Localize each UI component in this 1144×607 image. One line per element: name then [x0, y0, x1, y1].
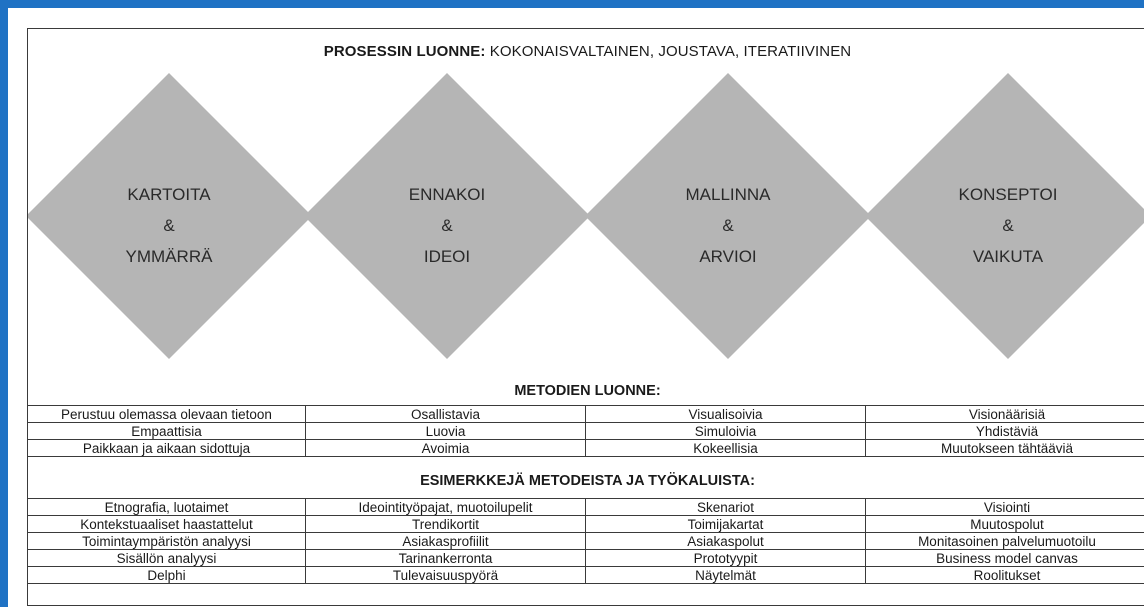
examples-row-cell: Etnografia, luotaimet: [28, 499, 306, 516]
examples-row: [28, 533, 1144, 550]
examples-row-cell: Monitasoinen palvelumuotoilu: [866, 533, 1144, 550]
examples-row-cell: Visiointi: [866, 499, 1144, 516]
phase-1-line3: YMMÄRRÄ: [125, 247, 213, 266]
examples-row-cell: Sisällön analyysi: [28, 550, 306, 567]
phase-1-line2: &: [163, 216, 175, 235]
phase-1-line1: KARTOITA: [127, 185, 211, 204]
methods-row-cell: Yhdistäviä: [866, 423, 1144, 440]
process-nature-label: PROSESSIN LUONNE:: [323, 43, 486, 60]
phase-4-line1: KONSEPTOI: [958, 185, 1058, 204]
methods-row-cell: Paikkaan ja aikaan sidottuja: [28, 440, 306, 457]
examples-row: [28, 550, 1144, 567]
phase-2-line3: IDEOI: [423, 247, 471, 266]
methods-row: [28, 440, 1144, 457]
examples-row: [28, 567, 1144, 584]
examples-row-cell: Ideointityöpajat, muotoilupelit: [306, 499, 586, 516]
examples-row-cell: Muutospolut: [866, 516, 1144, 533]
examples-row-cell: Toimijakartat: [586, 516, 866, 533]
phase-label-2: [347, 179, 547, 272]
examples-row-cell: Business model canvas: [866, 550, 1144, 567]
phase-3-line1: MALLINNA: [685, 185, 771, 204]
examples-row-cell: Skenariot: [586, 499, 866, 516]
methods-row-cell: Visualisoivia: [586, 406, 866, 423]
phase-label-3: [628, 179, 828, 272]
examples-heading: ESIMERKKEJÄ METODEISTA JA TYÖKALUISTA:: [420, 473, 755, 489]
phase-3-line2: &: [722, 216, 734, 235]
methods-row: [28, 423, 1144, 440]
examples-row-cell: Asiakasprofiilit: [306, 533, 586, 550]
examples-row-cell: Prototyypit: [586, 550, 866, 567]
methods-row: [28, 406, 1144, 423]
process-nature-values: KOKONAISVALTAINEN, JOUSTAVA, ITERATIIVINEN: [485, 43, 852, 60]
phase-2-line1: ENNAKOI: [408, 185, 486, 204]
examples-table: [27, 498, 1144, 584]
methods-row-cell: Visionäärisiä: [866, 406, 1144, 423]
examples-row-cell: Kontekstuaaliset haastattelut: [28, 516, 306, 533]
methods-row-cell: Luovia: [306, 423, 586, 440]
methods-row-cell: Avoimia: [306, 440, 586, 457]
methods-row-cell: Osallistavia: [306, 406, 586, 423]
methods-row-cell: Simuloivia: [586, 423, 866, 440]
methods-row-cell: Perustuu olemassa olevaan tietoon: [28, 406, 306, 423]
methods-heading: METODIEN LUONNE:: [514, 383, 661, 399]
examples-row: [28, 499, 1144, 516]
phase-4-line3: VAIKUTA: [972, 247, 1044, 266]
phase-label-1: [69, 179, 269, 272]
examples-row-cell: Roolitukset: [866, 567, 1144, 584]
phase-2-line2: &: [441, 216, 453, 235]
diagram-panel: [27, 28, 1144, 606]
methods-row-cell: Empaattisia: [28, 423, 306, 440]
phase-3-line3: ARVIOI: [699, 247, 757, 266]
examples-row-cell: Tarinankerronta: [306, 550, 586, 567]
examples-row-cell: Trendikortit: [306, 516, 586, 533]
phase-4-line2: &: [1002, 216, 1014, 235]
examples-row-cell: Toimintaympäristön analyysi: [28, 533, 306, 550]
examples-row: [28, 516, 1144, 533]
methods-row-cell: Kokeellisia: [586, 440, 866, 457]
examples-row-cell: Delphi: [28, 567, 306, 584]
examples-row-cell: Tulevaisuuspyörä: [306, 567, 586, 584]
examples-row-cell: Asiakaspolut: [586, 533, 866, 550]
phase-label-4: [908, 179, 1108, 272]
inner-canvas: [8, 8, 1144, 607]
methods-table: [27, 405, 1144, 457]
methods-row-cell: Muutokseen tähtääviä: [866, 440, 1144, 457]
examples-row-cell: Näytelmät: [586, 567, 866, 584]
